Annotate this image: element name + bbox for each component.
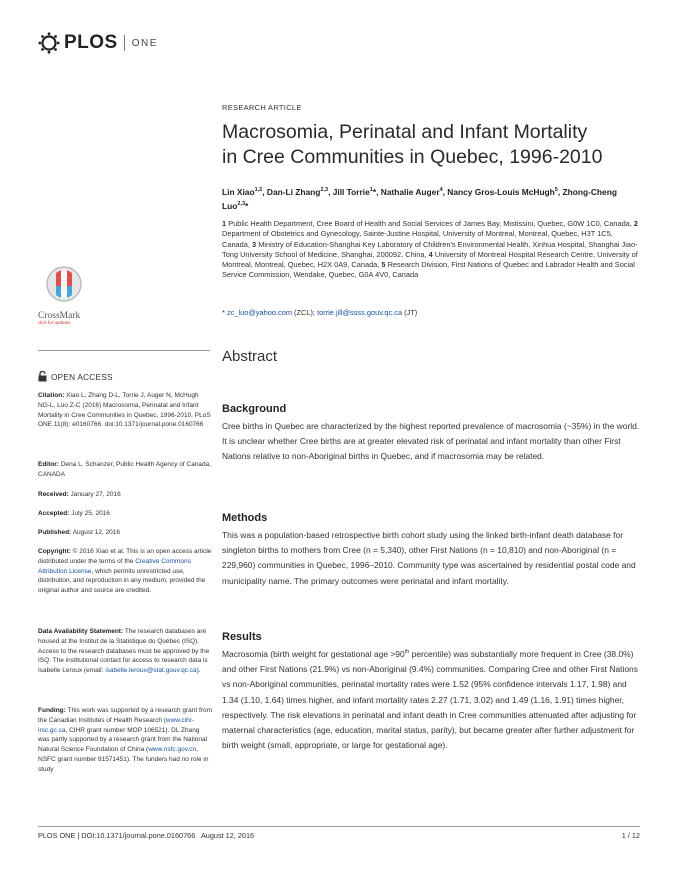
brand-name: PLOS (64, 32, 118, 53)
methods-text: This was a population-based retrospective birth cohort study using the linked birth-infant death database for singleton births to mothers from Cree (n = 5,340), other First Nations (n = 10,810) and non-Aboriginal (n = 229,960) communities in Quebec, 1996–2010. Community type was ascertained by residential postal code and municipality name. The primary outcomes were perinatal and infant mortality. (222, 530, 636, 586)
received-block (38, 490, 212, 500)
data-availability-label: Data Availability Statement: (38, 628, 124, 635)
corresponding-mark: * (222, 308, 225, 317)
published-date: August 12, 2016 (72, 529, 121, 536)
affiliations (222, 219, 640, 281)
open-lock-icon (38, 371, 47, 382)
plos-logo-icon (38, 32, 60, 54)
results-text-rest: percentile) was substantially more frequent in Cree (38.0%) and other First Nations (21.9%) vs non-Aboriginal (9.4%) communities. Comparing Cree and other First Nations vs non-Aboriginal communities, perinatal mortality rates were 1.52 (95% confidence intervals 1.17, 1.98) and 1.34 (1.10, 1.64) times higher, and infant mortality rates 2.27 (1.71, 3.02) and 1.49 (1.16, 1.91) times higher, respectively. The risk elevations in perinatal and infant death in Cree communities attenuated after adjusting for maternal characteristics (age, education, marital status, parity), but became greater after further adjustment for birth weight (small, appropriate, or large for gestational age). (222, 649, 638, 751)
methods-heading: Methods (222, 512, 268, 524)
funding-label: Funding: (38, 707, 66, 714)
funding-text: This work was supported by a research grant from the Canadian Institutes of Health Research ( (38, 707, 213, 724)
accepted-block (38, 509, 212, 519)
citation-text: Xiao L, Zhang D-L, Torrie J, Auger N, McHugh NG-L, Luo Z-C (2016) Macrosomia, Perinatal and Infant Mortality in Cree Communities in Quebec, 1996-2010. PLoS ONE 11(8): e0160766. doi:10.1371/journal.pone.0160766 (38, 392, 211, 429)
author-affil: 2,3 (237, 200, 246, 207)
journal-name: ONE (131, 37, 158, 49)
crossmark-sub: click for updates (38, 320, 71, 325)
sidebar-rule (38, 350, 210, 351)
open-access-badge (38, 371, 113, 382)
copyright-block (38, 547, 212, 596)
data-email-link[interactable]: isabelle.leroux@stat.gouv.qc.ca (105, 667, 197, 675)
results-heading: Results (222, 631, 262, 643)
author-affil: 5 (554, 187, 558, 193)
corresponding-mark: * (372, 186, 377, 197)
published-block (38, 528, 212, 538)
crossmark-label: CrossMark (38, 311, 81, 321)
crossmark-badge[interactable] (38, 264, 90, 324)
title-line-2: in Cree Communities in Quebec, 1996-2010 (222, 146, 603, 168)
citation-block (38, 391, 212, 430)
page-number: 1 / 12 (621, 831, 640, 840)
author[interactable]: Dan-Li Zhang (266, 186, 321, 197)
author-affil: 1,2 (254, 187, 263, 193)
author[interactable]: Nancy Gros-Louis McHugh (447, 186, 555, 197)
crossmark-icon (38, 264, 90, 308)
funding-text-mid: , CIHR grant number MOP 106521). DL Zhang was partly supported by a research grant from the National Natural Science Foundation of China ( (38, 726, 208, 754)
copyright-text: © 2016 Xiao et al. This is an open access article distributed under the terms of the (38, 548, 212, 565)
editor-text: Dena L. Schanzer, Public Health Agency of Canada, CANADA (38, 461, 212, 478)
editor-label: Editor: (38, 461, 59, 468)
affil-num: 3 (252, 239, 257, 249)
funding-block (38, 706, 212, 775)
data-availability-end: ). (196, 667, 201, 675)
affil-text: Public Health Department, Cree Board of Health and Social Services of James Bay, Mistissini, Quebec, G0W 1C0, Canada, (228, 219, 632, 228)
accepted-label: Accepted: (38, 510, 70, 517)
published-label: Published: (38, 529, 72, 536)
logo-divider (124, 35, 125, 51)
background-text: Cree births in Quebec are characterized by the highest reported prevalence of macrosomia (~35%) in the world. It is unclear whether Cree births are at greater elevated risk of perinatal and infant mortality than other First Nations relative to non-Aboriginal births in Quebec, and if macrosomia may be related. (222, 421, 640, 462)
results-text-start: Macrosomia (birth weight for gestational age >90 (222, 649, 405, 659)
email-owner: (ZCL); (294, 308, 315, 317)
affil-text: Research Division, First Nations of Quebec and Labrador Health and Social Service Commission, Wendake, Quebec, G0A 4V0, Canada (222, 260, 635, 280)
email-link-luo[interactable]: zc_luo@yahoo.com (226, 308, 292, 317)
editor-block (38, 460, 212, 480)
nsfc-link[interactable]: www.nsfc.gov.cn (148, 746, 197, 754)
license-link[interactable]: Creative Commons Attribution License (38, 557, 191, 575)
affil-text: University of Montreal Hospital Research Centre, University of Montreal, Montreal, Quebec, H2X 0A9, Canada, (222, 249, 638, 270)
percentile-sup: th (404, 649, 410, 656)
author-list: Lin Xiao$^{1,2}$, Dan-Li Zhang$^{2,3}$, Jill Torrie$^1$*, Nathalie Auger$^4$, Nancy Gros-Louis McHugh$^5$, Zhong-Cheng Luo$^{2,3}$* (222, 186, 617, 211)
copyright-text-end: , which permits unrestricted use, distribution, and reproduction in any medium, provided the original author and source are credited. (38, 567, 206, 595)
affil-num: 5 (381, 260, 386, 270)
article-type: RESEARCH ARTICLE (222, 103, 302, 112)
affil-num: 1 (222, 219, 227, 228)
open-access-label: OPEN ACCESS (51, 371, 113, 382)
article-title (222, 120, 640, 170)
affil-num: 2 (633, 219, 639, 228)
author[interactable]: Lin Xiao (222, 186, 255, 197)
email-link-torrie[interactable]: torrie.jill@ssss.gouv.qc.ca (317, 308, 403, 317)
author-affil: 2,3 (320, 187, 329, 193)
author[interactable]: Jill Torrie (332, 186, 370, 197)
results-text (222, 647, 640, 753)
funding-text-end: , NSFC grant number 81571451). The funders had no role in study (38, 746, 209, 773)
accepted-date: July 25, 2016 (71, 510, 110, 517)
affil-num: 4 (428, 249, 433, 259)
author-affil: 1 (369, 187, 373, 193)
affil-text: Ministry of Education-Shanghai Key Laboratory of Children's Environmental Health, Xinhua Hospital, Shanghai Jiao-Tong University School of Medicine, Shanghai, 200092, China, (222, 239, 638, 259)
email-owner: (JT) (404, 308, 418, 317)
affil-text: Department of Obstetrics and Gynecology, Sainte-Justine Hospital, University of Montreal, Montreal, Quebec, H3T 1C5, Canada, (222, 229, 613, 249)
received-date: January 27, 2016 (70, 491, 121, 498)
abstract-heading: Abstract (222, 348, 278, 365)
author-affil: 4 (439, 187, 443, 193)
citation-label: Citation: (38, 392, 65, 399)
correspondence (222, 308, 640, 317)
copyright-label: Copyright: (38, 548, 71, 555)
corresponding-mark: * (245, 200, 249, 211)
author[interactable]: Nathalie Auger (380, 186, 440, 197)
data-availability-text: The research databases are housed at the Institut de la Statistique du Québec (ISQ). Access to the research databases must be approved by the ISQ. The institutional contact for access to research data is Isabelle Leroux (email: (38, 628, 210, 675)
author[interactable]: Zhong-Cheng Luo (222, 186, 617, 211)
footer-doi: PLOS ONE | DOI:10.1371/journal.pone.0160766 August 12, 2016 (38, 831, 255, 840)
data-availability-block (38, 627, 212, 676)
title-line-1: Macrosomia, Perinatal and Infant Mortality (222, 121, 588, 143)
background-heading: Background (222, 403, 287, 415)
cihr-link[interactable]: www.cihr-irsc.gc.ca (38, 716, 195, 734)
received-label: Received: (38, 491, 69, 498)
footer-rule (38, 826, 640, 827)
plos-one-logo[interactable] (38, 30, 158, 56)
